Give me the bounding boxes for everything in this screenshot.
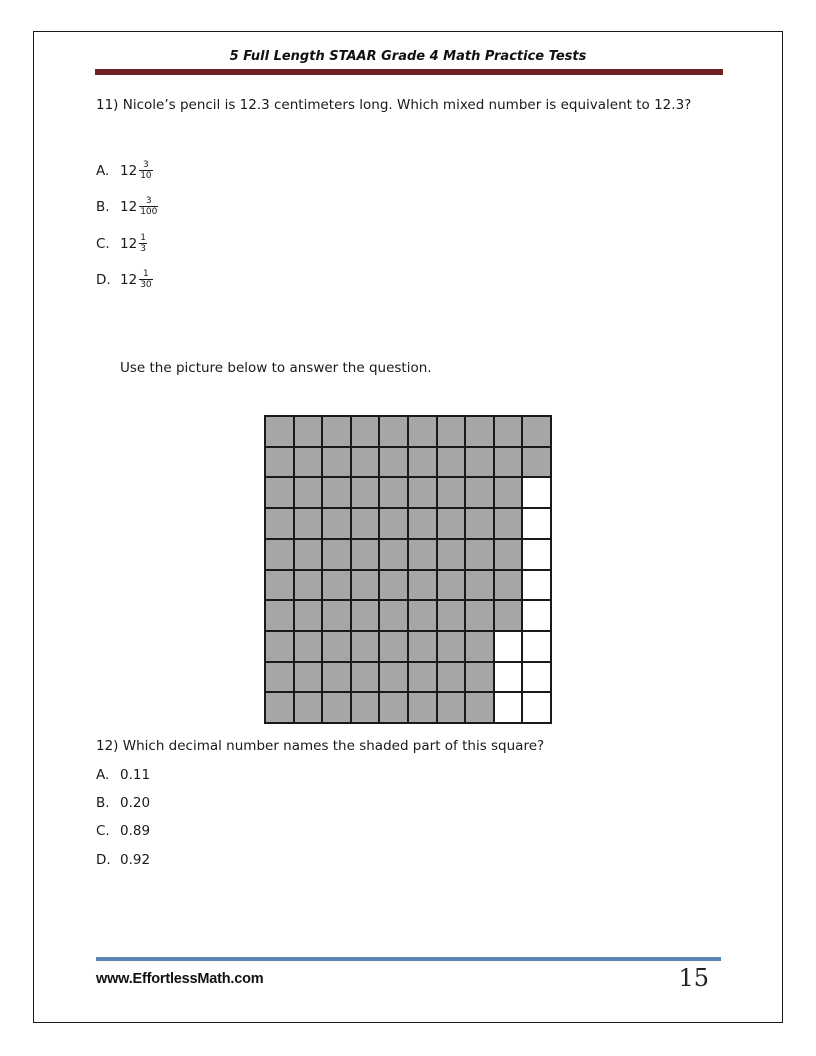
numerator: 1	[143, 269, 149, 279]
hundred-grid	[264, 415, 552, 724]
unshaded-cell	[495, 632, 522, 661]
question-12-choice-b[interactable]	[96, 795, 150, 811]
denominator: 30	[140, 280, 152, 290]
shaded-cell	[266, 509, 293, 538]
shaded-cell	[266, 571, 293, 600]
denominator: 3	[140, 244, 146, 254]
fraction	[139, 269, 152, 290]
question-12-choice-d[interactable]	[96, 852, 150, 868]
shaded-cell	[352, 571, 379, 600]
shaded-cell	[352, 540, 379, 569]
shaded-cell	[380, 601, 407, 630]
shaded-cell	[466, 448, 493, 477]
shaded-cell	[295, 509, 322, 538]
shaded-cell	[495, 478, 522, 507]
unshaded-cell	[523, 571, 550, 600]
shaded-cell	[266, 693, 293, 722]
numerator: 1	[140, 233, 146, 243]
shaded-cell	[380, 693, 407, 722]
shaded-cell	[323, 632, 350, 661]
shaded-cell	[380, 663, 407, 692]
shaded-cell	[523, 417, 550, 446]
whole-part: 12	[120, 162, 138, 179]
shaded-cell	[380, 632, 407, 661]
unshaded-cell	[495, 693, 522, 722]
mixed-number	[120, 160, 153, 181]
instruction-text: Use the picture below to answer the question.	[120, 360, 432, 376]
choice-letter: D.	[96, 271, 111, 288]
choice-value: 0.20	[120, 795, 151, 811]
header-rule	[95, 69, 723, 75]
numerator: 3	[145, 196, 152, 206]
shaded-cell	[323, 540, 350, 569]
shaded-cell	[495, 509, 522, 538]
shaded-cell	[495, 540, 522, 569]
unshaded-cell	[523, 478, 550, 507]
shaded-cell	[323, 693, 350, 722]
shaded-cell	[323, 509, 350, 538]
shaded-cell	[495, 448, 522, 477]
shaded-cell	[266, 417, 293, 446]
fraction	[139, 196, 158, 217]
shaded-cell	[352, 663, 379, 692]
shaded-cell	[466, 478, 493, 507]
shaded-cell	[466, 509, 493, 538]
shaded-cell	[295, 571, 322, 600]
shaded-cell	[266, 663, 293, 692]
mixed-number	[120, 269, 153, 290]
shaded-cell	[409, 448, 436, 477]
unshaded-cell	[523, 693, 550, 722]
page-number: 15	[678, 964, 709, 992]
shaded-cell	[438, 448, 465, 477]
shaded-cell	[380, 478, 407, 507]
shaded-cell	[438, 417, 465, 446]
shaded-cell	[438, 509, 465, 538]
shaded-cell	[380, 448, 407, 477]
whole-part: 12	[120, 198, 138, 215]
shaded-cell	[323, 478, 350, 507]
shaded-cell	[266, 478, 293, 507]
shaded-cell	[352, 601, 379, 630]
shaded-cell	[266, 632, 293, 661]
shaded-cell	[295, 478, 322, 507]
numerator: 3	[143, 160, 149, 170]
unshaded-cell	[495, 663, 522, 692]
choice-letter: C.	[96, 235, 110, 252]
shaded-cell	[409, 509, 436, 538]
shaded-cell	[438, 601, 465, 630]
shaded-cell	[466, 601, 493, 630]
shaded-cell	[266, 601, 293, 630]
choice-letter: D.	[96, 852, 111, 868]
shaded-cell	[409, 693, 436, 722]
denominator: 10	[140, 171, 152, 181]
shaded-cell	[438, 478, 465, 507]
question-12-text: 12) Which decimal number names the shaded part of this square?	[96, 738, 545, 754]
shaded-cell	[295, 601, 322, 630]
whole-part: 12	[120, 271, 138, 288]
choice-value: 0.89	[120, 823, 151, 839]
mixed-number	[120, 233, 147, 254]
fraction	[139, 160, 152, 181]
shaded-cell	[466, 632, 493, 661]
shaded-cell	[266, 540, 293, 569]
fraction	[139, 233, 147, 254]
shaded-cell	[466, 663, 493, 692]
shaded-cell	[266, 448, 293, 477]
shaded-cell	[323, 663, 350, 692]
unshaded-cell	[523, 540, 550, 569]
shaded-cell	[466, 417, 493, 446]
choice-letter: A.	[96, 162, 110, 179]
header-title: 5 Full Length STAAR Grade 4 Math Practice Tests	[229, 49, 587, 64]
choice-letter: B.	[96, 795, 110, 811]
shaded-cell	[409, 632, 436, 661]
question-11-text: 11) Nicole’s pencil is 12.3 centimeters long. Which mixed number is equivalent to 12.3?	[96, 97, 692, 113]
choice-value: 0.92	[120, 852, 151, 868]
shaded-cell	[495, 601, 522, 630]
choice-letter: A.	[96, 767, 110, 783]
shaded-cell	[380, 509, 407, 538]
shaded-cell	[295, 448, 322, 477]
shaded-cell	[466, 571, 493, 600]
choice-value: 0.11	[120, 767, 151, 783]
shaded-cell	[323, 417, 350, 446]
shaded-cell	[323, 571, 350, 600]
unshaded-cell	[523, 601, 550, 630]
shaded-cell	[438, 663, 465, 692]
shaded-cell	[352, 632, 379, 661]
shaded-cell	[380, 417, 407, 446]
shaded-cell	[495, 417, 522, 446]
shaded-cell	[438, 571, 465, 600]
shaded-cell	[438, 540, 465, 569]
shaded-cell	[295, 632, 322, 661]
shaded-cell	[352, 693, 379, 722]
unshaded-cell	[523, 509, 550, 538]
question-11-choice-a[interactable]	[96, 160, 153, 181]
unshaded-cell	[523, 663, 550, 692]
shaded-cell	[409, 663, 436, 692]
question-11-choice-d[interactable]	[96, 269, 153, 290]
shaded-cell	[523, 448, 550, 477]
shaded-cell	[466, 540, 493, 569]
shaded-cell	[409, 540, 436, 569]
whole-part: 12	[120, 235, 138, 252]
shaded-cell	[438, 632, 465, 661]
mixed-number	[120, 196, 158, 217]
shaded-cell	[323, 601, 350, 630]
question-11-choice-c[interactable]	[96, 233, 147, 254]
footer-url: www.EffortlessMath.com	[96, 971, 264, 987]
shaded-cell	[295, 663, 322, 692]
question-12-choice-a[interactable]	[96, 767, 150, 783]
shaded-cell	[352, 448, 379, 477]
choice-letter: B.	[96, 198, 110, 215]
shaded-cell	[295, 540, 322, 569]
shaded-cell	[438, 693, 465, 722]
footer-rule	[96, 957, 721, 961]
question-12-choice-c[interactable]	[96, 823, 150, 839]
shaded-cell	[409, 478, 436, 507]
shaded-cell	[380, 540, 407, 569]
question-11-choice-b[interactable]	[96, 196, 158, 217]
shaded-cell	[295, 417, 322, 446]
unshaded-cell	[523, 632, 550, 661]
shaded-cell	[495, 571, 522, 600]
shaded-cell	[409, 417, 436, 446]
shaded-cell	[295, 693, 322, 722]
choice-letter: C.	[96, 823, 110, 839]
shaded-cell	[323, 448, 350, 477]
shaded-cell	[466, 693, 493, 722]
denominator: 100	[140, 207, 158, 217]
shaded-cell	[352, 478, 379, 507]
shaded-cell	[352, 509, 379, 538]
shaded-cell	[409, 571, 436, 600]
shaded-cell	[352, 417, 379, 446]
shaded-cell	[409, 601, 436, 630]
shaded-cell	[380, 571, 407, 600]
